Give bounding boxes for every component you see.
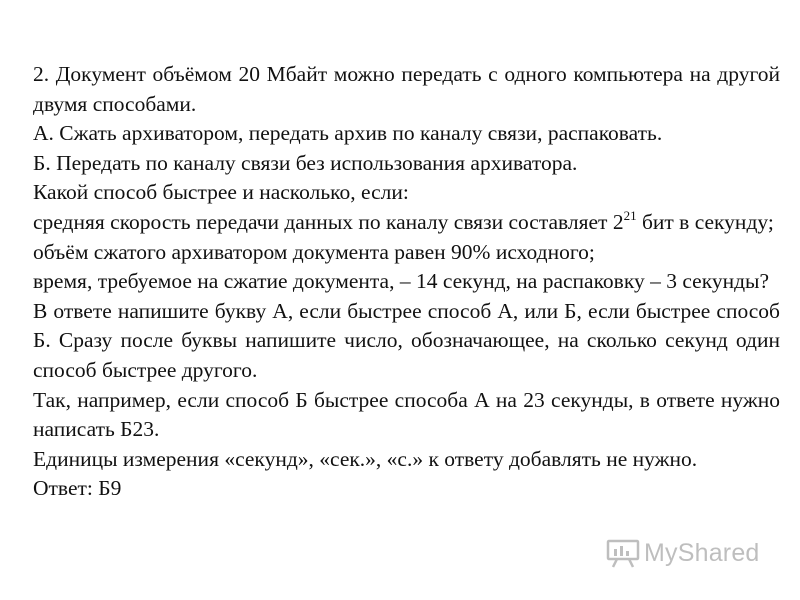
- presentation-board-icon: [606, 538, 640, 568]
- method-b: Б. Передать по каналу связи без использования архиватора.: [33, 150, 578, 175]
- condition-compression: объём сжатого архиватором документа равен 90% исходного;: [33, 239, 595, 264]
- units-note: Единицы измерения «секунд», «сек.», «с.» к ответу добавлять не нужно.: [33, 446, 698, 471]
- answer-example: Так, например, если способ Б быстрее способа А на 23 секунды, в ответе нужно написать Б23.: [33, 387, 780, 442]
- document-body: [33, 60, 780, 504]
- condition-time: время, требуемое на сжатие документа, – 14 секунд, на распаковку – 3 секунды?: [33, 269, 770, 294]
- answer-line: Ответ: Б9: [33, 476, 122, 501]
- speed-unit-text: бит в секунду;: [636, 209, 774, 234]
- myshared-watermark: [606, 538, 760, 568]
- speed-text: средняя скорость передачи данных по каналу связи составляет 2: [33, 209, 624, 234]
- speed-exponent: 21: [623, 207, 637, 223]
- task-intro: 2. Документ объёмом 20 Мбайт можно передать с одного компьютера на другой двумя способами.: [33, 62, 780, 116]
- answer-instructions: В ответе напишите букву А, если быстрее способ А, или Б, если быстрее способ Б. Сразу после буквы напишите число, обозначающее, на сколько секунд один способ быстрее другого.: [33, 298, 780, 382]
- condition-speed: [33, 208, 780, 238]
- watermark-text: MyShared: [644, 538, 760, 567]
- method-a: А. Сжать архиватором, передать архив по каналу связи, распаковать.: [33, 121, 663, 146]
- question: Какой способ быстрее и насколько, если:: [33, 180, 409, 205]
